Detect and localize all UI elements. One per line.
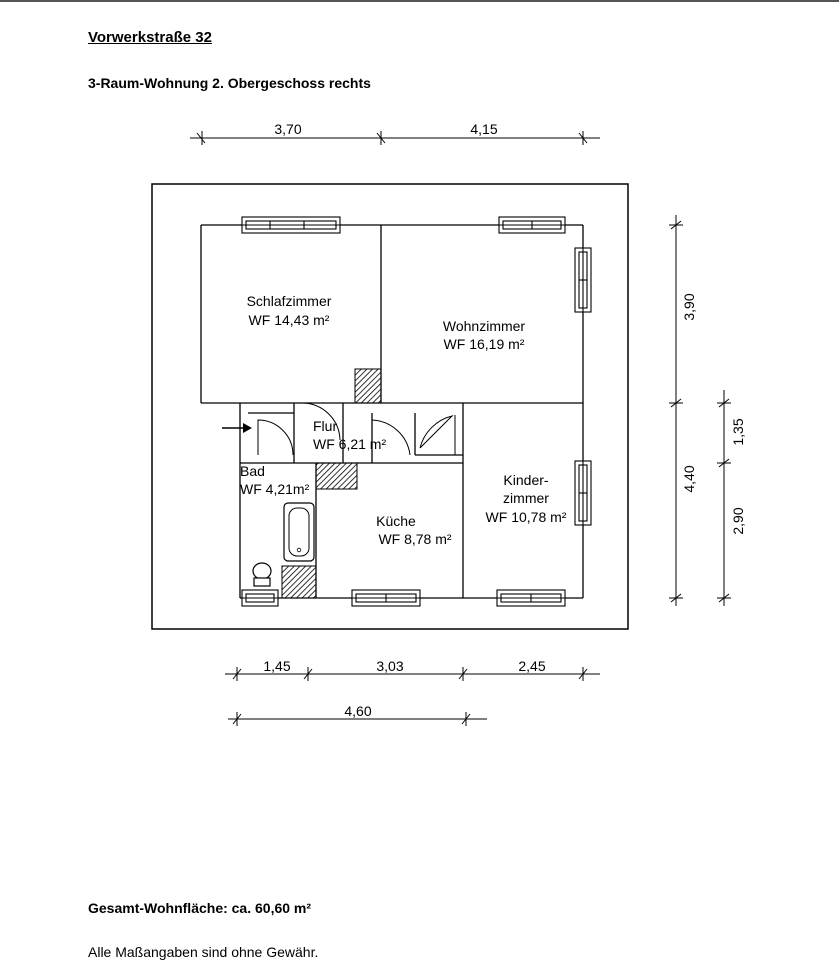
- room-name-kueche: Küche: [376, 513, 416, 529]
- dim-right-outer-2: 4,40: [681, 465, 697, 493]
- disclaimer: Alle Maßangaben sind ohne Gewähr.: [88, 944, 319, 960]
- room-area-flur: WF 6,21 m²: [313, 436, 387, 452]
- entrance-arrow: [222, 423, 252, 433]
- window-kinderzimmer-bottom: [497, 590, 565, 606]
- dim-bottom-3: 2,45: [518, 658, 546, 674]
- chimney-hatch-2: [316, 463, 357, 489]
- dim-right-inner-1: 1,35: [730, 418, 746, 446]
- room-name-kinderzimmer-line1: Kinder-: [503, 472, 549, 488]
- room-area-kinderzimmer: WF 10,78 m²: [485, 509, 567, 525]
- dim-right-outer-1: 3,90: [681, 293, 697, 321]
- room-name-flur: Flur: [313, 418, 338, 434]
- room-name-schlafzimmer: Schlafzimmer: [246, 293, 332, 309]
- dim-bottom-total: 4,60: [344, 703, 372, 719]
- dim-top-2: 4,15: [470, 121, 498, 137]
- room-area-kueche: WF 8,78 m²: [378, 531, 452, 547]
- apartment-subtitle: 3-Raum-Wohnung 2. Obergeschoss rechts: [88, 75, 371, 91]
- dim-bottom-2: 3,03: [376, 658, 404, 674]
- room-area-bad: WF 4,21m²: [240, 481, 310, 497]
- room-name-bad: Bad: [240, 463, 265, 479]
- dim-bottom-1: 1,45: [263, 658, 291, 674]
- window-schlafzimmer: [242, 217, 340, 233]
- chimney-hatch-1: [355, 369, 381, 403]
- window-wohnzimmer-top: [499, 217, 565, 233]
- toilet-icon: [253, 563, 271, 586]
- dim-right-inner-2: 2,90: [730, 507, 746, 535]
- building-outline: [152, 184, 628, 629]
- room-name-kinderzimmer-line2: zimmer: [503, 490, 549, 506]
- room-name-wohnzimmer: Wohnzimmer: [442, 318, 526, 334]
- total-living-area: Gesamt-Wohnfläche: ca. 60,60 m²: [88, 900, 312, 916]
- page-title: Vorwerkstraße 32: [88, 29, 212, 46]
- dim-top-1: 3,70: [274, 121, 302, 137]
- window-wohnzimmer-right: [575, 248, 591, 312]
- room-area-schlafzimmer: WF 14,43 m²: [248, 312, 330, 328]
- room-area-wohnzimmer: WF 16,19 m²: [443, 336, 525, 352]
- window-bad: [242, 590, 278, 606]
- window-kinderzimmer-right: [575, 461, 591, 525]
- chimney-hatch-3: [282, 566, 316, 598]
- window-kueche: [352, 590, 420, 606]
- bathtub-icon: [284, 503, 314, 561]
